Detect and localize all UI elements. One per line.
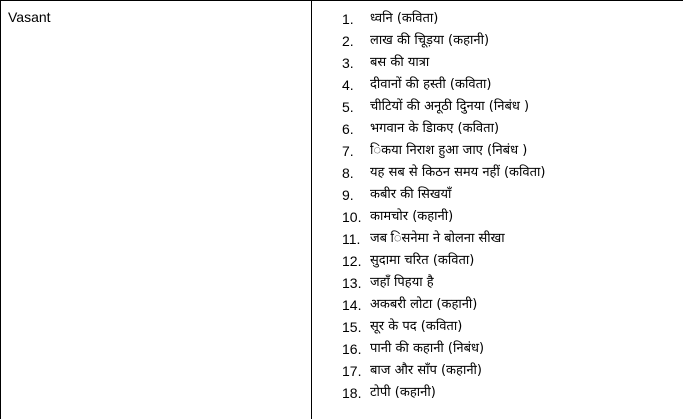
chapter-number: 18.	[342, 385, 362, 401]
chapter-item	[342, 96, 545, 118]
chapter-title: जहाँ पिहया है	[370, 275, 434, 290]
chapter-title: अकबरी लोटा (कहानी)	[370, 297, 478, 312]
chapter-item	[342, 206, 545, 228]
chapter-title: भगवान के डािकए (कविता)	[370, 121, 500, 136]
chapter-item	[342, 338, 545, 360]
chapter-item	[342, 118, 545, 140]
chapter-item	[342, 250, 545, 272]
chapter-item	[342, 8, 545, 30]
chapter-title: चीटियों की अनूठी दुिनया (निबंध )	[370, 99, 530, 114]
chapter-number: 16.	[342, 341, 362, 357]
chapter-title: कामचोर (कहानी)	[370, 209, 454, 224]
chapter-number: 7.	[342, 143, 354, 159]
chapter-number: 3.	[342, 55, 354, 71]
chapter-item	[342, 184, 545, 206]
chapter-number: 9.	[342, 187, 354, 203]
chapter-title: बाज और साँप (कहानी)	[370, 363, 482, 378]
chapter-number: 4.	[342, 77, 354, 93]
chapter-number: 17.	[342, 363, 362, 379]
chapter-item	[342, 74, 545, 96]
chapter-number: 13.	[342, 275, 362, 291]
chapter-title: बस की यात्रा	[370, 55, 430, 70]
chapter-list	[342, 8, 545, 404]
chapter-number: 10.	[342, 209, 362, 225]
chapter-title: यह सब से किठन समय नहीं (कविता)	[370, 165, 546, 180]
chapter-title: सूर के पद (कविता)	[370, 319, 463, 334]
chapter-title: सुदामा चरित (कविता)	[370, 253, 475, 268]
chapter-number: 12.	[342, 253, 362, 269]
chapter-item	[342, 272, 545, 294]
chapter-item	[342, 360, 545, 382]
chapter-number: 1.	[342, 11, 354, 27]
chapter-number: 14.	[342, 297, 362, 313]
chapter-number: 8.	[342, 165, 354, 181]
chapter-title: ध्वनि (कविता)	[370, 11, 439, 26]
chapter-item	[342, 294, 545, 316]
subject-cell	[1, 1, 312, 419]
chapter-item	[342, 228, 545, 250]
chapter-title: पानी की कहानी (निबंध)	[370, 341, 485, 356]
chapter-title: दीवानों की हस्ती (कविता)	[370, 77, 492, 92]
chapter-item	[342, 52, 545, 74]
chapter-title: टोपी (कहानी)	[370, 385, 436, 400]
chapter-item	[342, 316, 545, 338]
chapter-item	[342, 30, 545, 52]
chapter-number: 2.	[342, 33, 354, 49]
chapters-cell	[312, 1, 683, 419]
chapter-title: कबीर की सिखयाँ	[370, 187, 452, 202]
chapter-number: 11.	[342, 231, 361, 247]
chapter-number: 6.	[342, 121, 354, 137]
chapter-number: 5.	[342, 99, 354, 115]
chapter-number: 15.	[342, 319, 362, 335]
chapter-title: िकया निराश हुआ जाए (निबंध )	[370, 143, 528, 158]
chapter-item	[342, 140, 545, 162]
chapter-title: लाख की चूिड़या (कहानी)	[370, 33, 490, 48]
chapter-title: जब िसनेमा ने बोलना सीखा	[370, 231, 505, 246]
chapter-item	[342, 162, 545, 184]
chapter-item	[342, 382, 545, 404]
subject-name: Vasant	[8, 9, 51, 25]
